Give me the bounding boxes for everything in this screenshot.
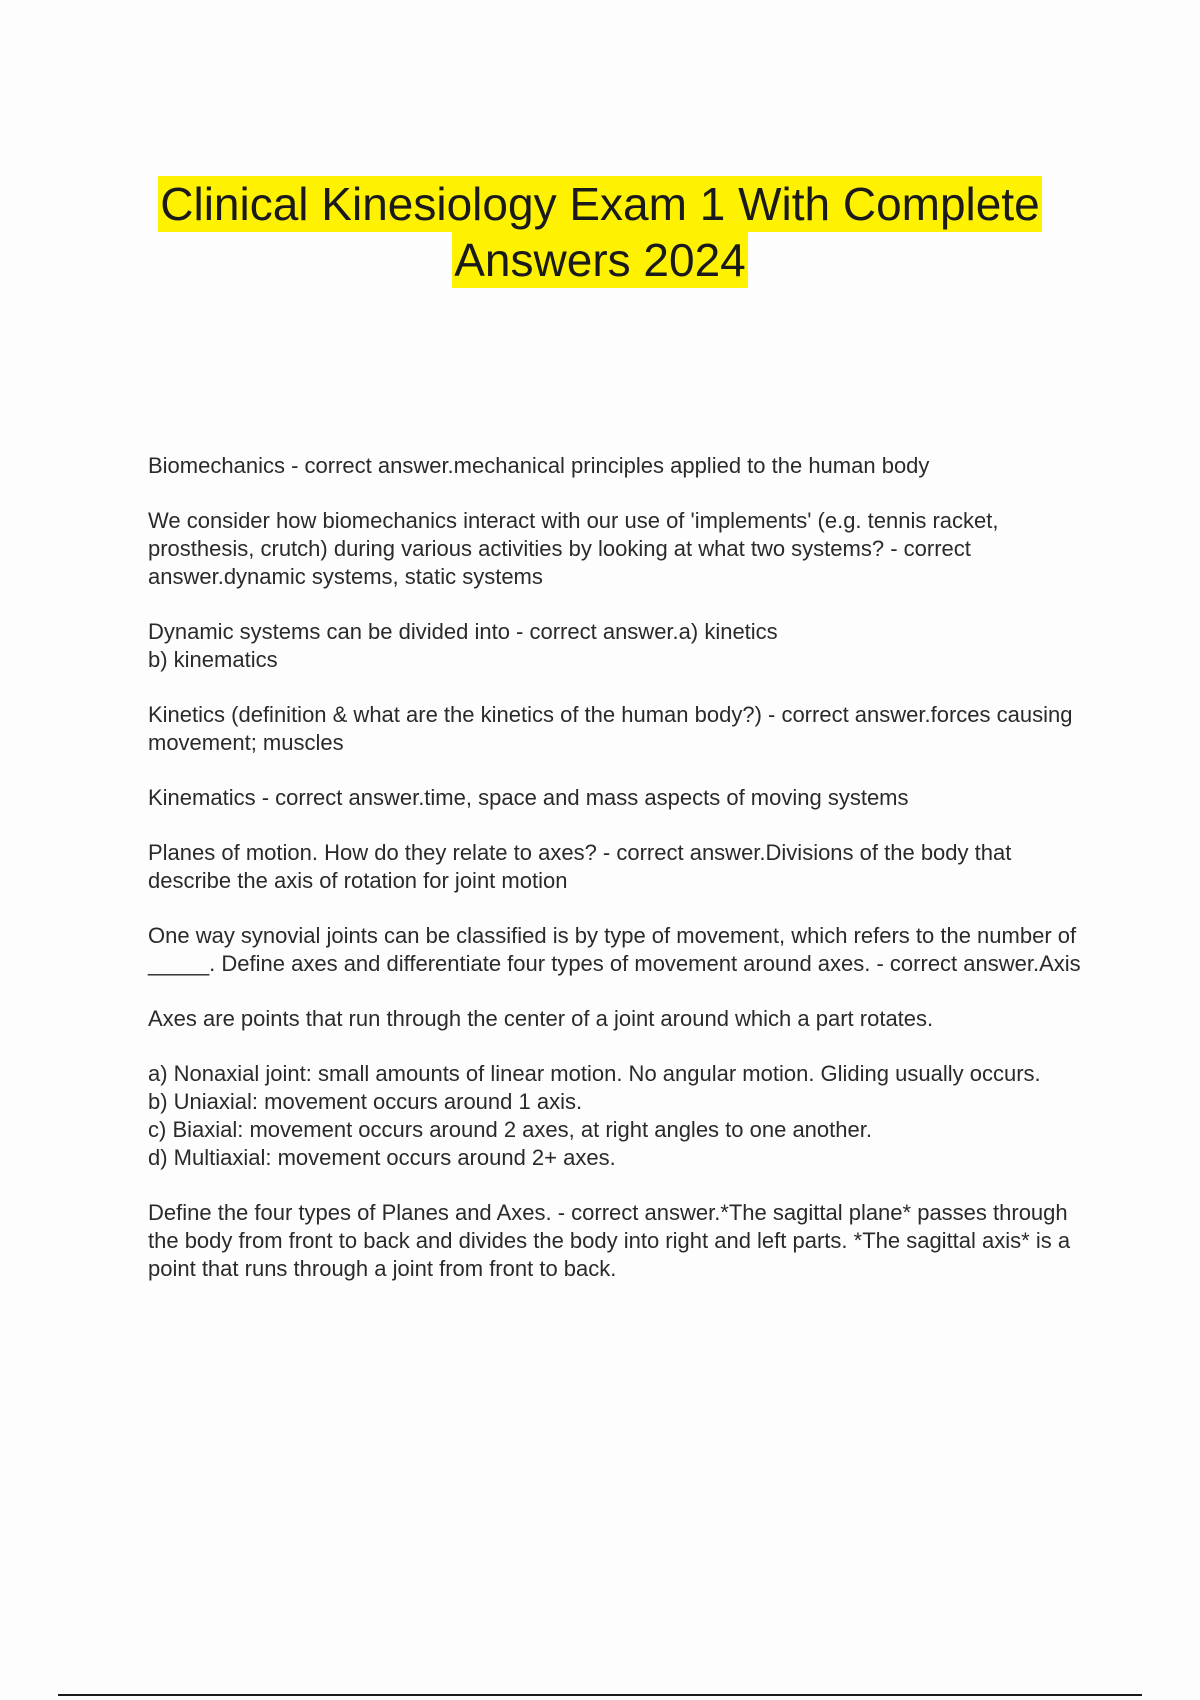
qa-entry (148, 452, 1088, 480)
qa-text-line: c) Biaxial: movement occurs around 2 axes, at right angles to one another. (148, 1117, 872, 1142)
title-line-1: Clinical Kinesiology Exam 1 With Complete (160, 178, 1040, 230)
qa-entry (148, 1199, 1088, 1283)
qa-entry (148, 701, 1088, 757)
qa-entry (148, 618, 1088, 674)
qa-entry (148, 1060, 1088, 1172)
qa-text-line: Planes of motion. How do they relate to axes? - correct answer.Divisions of the body that describe the axis of rotation for joint motion (148, 840, 1012, 893)
qa-entry (148, 839, 1088, 895)
qa-text-line: Kinematics - correct answer.time, space and mass aspects of moving systems (148, 785, 909, 810)
document-title (100, 176, 1100, 288)
title-line-2: Answers 2024 (454, 234, 746, 286)
qa-text-line: Kinetics (definition & what are the kinetics of the human body?) - correct answer.forces causing movement; muscles (148, 702, 1073, 755)
qa-text-line: Axes are points that run through the center of a joint around which a part rotates. (148, 1006, 934, 1031)
qa-entry (148, 507, 1088, 591)
qa-text-line: a) Nonaxial joint: small amounts of linear motion. No angular motion. Gliding usually occurs. (148, 1061, 1041, 1086)
qa-text-line: b) kinematics (148, 647, 278, 672)
qa-text-line: Dynamic systems can be divided into - correct answer.a) kinetics (148, 619, 778, 644)
qa-text-line: Biomechanics - correct answer.mechanical principles applied to the human body (148, 453, 930, 478)
qa-text-line: d) Multiaxial: movement occurs around 2+ axes. (148, 1145, 616, 1170)
qa-text-line: Define the four types of Planes and Axes. - correct answer.*The sagittal plane* passes through the body from front to back and divides the body into right and left parts. *The sagittal axis* is a point that runs through a joint from front to back. (148, 1200, 1071, 1281)
qa-text-line: b) Uniaxial: movement occurs around 1 axis. (148, 1089, 583, 1114)
qa-entry (148, 922, 1088, 978)
qa-text-line: One way synovial joints can be classified is by type of movement, which refers to the number of _____. Define axes and differentiate four types of movement around axes. - correct answer.Axis (148, 923, 1081, 976)
qa-entry (148, 1005, 1088, 1033)
document-body (148, 452, 1088, 1310)
qa-text-line: We consider how biomechanics interact with our use of 'implements' (e.g. tennis racket, prosthesis, crutch) during various activities by looking at what two systems? - correct answer.dynamic systems, static systems (148, 508, 999, 589)
page-bottom-rule (58, 1694, 1142, 1696)
qa-entry (148, 784, 1088, 812)
